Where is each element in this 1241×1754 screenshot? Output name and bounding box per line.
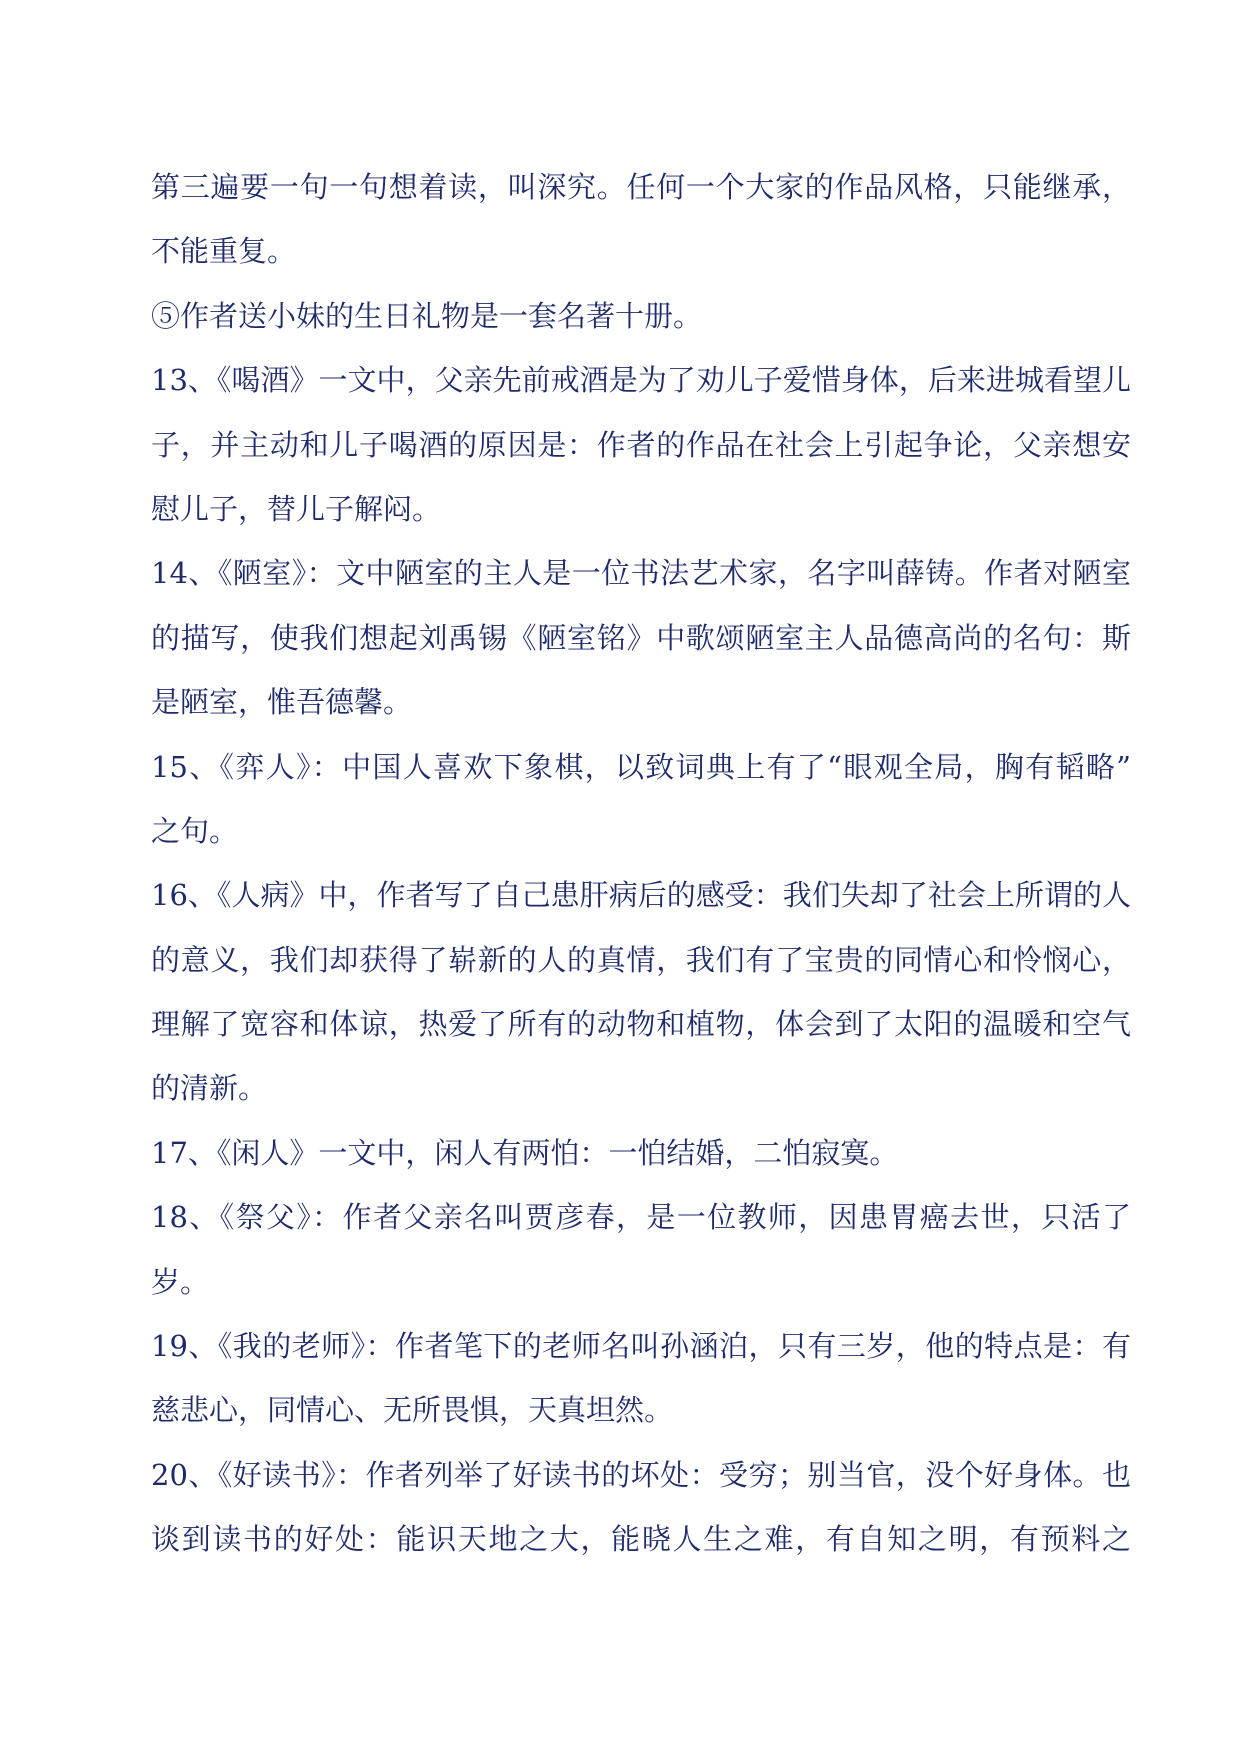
text-line: 16、《人病》中，作者写了自己患肝病后的感受：我们失却了社会上所谓的人 [151,878,1131,913]
text-line: 17、《闲人》一文中，闲人有两怕：一怕结婚，二怕寂寞。 [151,1135,899,1170]
text-line: 18、《祭父》：作者父亲名叫贾彦春，是一位教师，因患胃癌去世，只活了 [151,1200,1131,1235]
text-line: 慈悲心，同情心、无所畏惧，天真坦然。 [151,1393,674,1428]
text-line: 岁。 [151,1264,210,1299]
text-line: 慰儿子，替儿子解闷。 [151,491,442,526]
document-body [151,155,1131,1572]
text-line: 的意义，我们却获得了崭新的人的真情，我们有了宝贵的同情心和怜悯心， [151,942,1131,977]
text-line: 的描写，使我们想起刘禹锡《陋室铭》中歌颂陋室主人品德高尚的名句：斯 [151,620,1131,655]
text-line: 15、《弈人》：中国人喜欢下象棋，以致词典上有了“眼观全局，胸有韬略” [151,749,1131,784]
text-line: 理解了宽容和体谅，热爱了所有的动物和植物，体会到了太阳的温暖和空气 [151,1007,1131,1042]
text-line: 20、《好读书》：作者列举了好读书的坏处：受穷；别当官，没个好身体。也 [151,1457,1131,1492]
text-line: 谈到读书的好处：能识天地之大，能晓人生之难，有自知之明，有预料之 [151,1522,1131,1557]
text-line: 14、《陋室》：文中陋室的主人是一位书法艺术家，名字叫薛铸。作者对陋室 [151,556,1131,591]
text-line: 第三遍要一句一句想着读，叫深究。任何一个大家的作品风格，只能继承， [151,170,1131,204]
text-line: 不能重复。 [151,234,297,269]
text-line: 19、《我的老师》：作者笔下的老师名叫孙涵泊，只有三岁，他的特点是：有 [151,1329,1131,1364]
text-line: 之句。 [151,813,239,848]
text-line: 是陋室，惟吾德馨。 [151,685,413,720]
text-line: 的清新。 [151,1071,268,1106]
text-line: 13、《喝酒》一文中，父亲先前戒酒是为了劝儿子爱惜身体，后来进城看望儿 [151,363,1131,398]
text-line: ⑤作者送小妹的生日礼物是一套名著十册。 [151,298,703,333]
text-line: 子，并主动和儿子喝酒的原因是：作者的作品在社会上引起争论，父亲想安 [151,427,1131,462]
